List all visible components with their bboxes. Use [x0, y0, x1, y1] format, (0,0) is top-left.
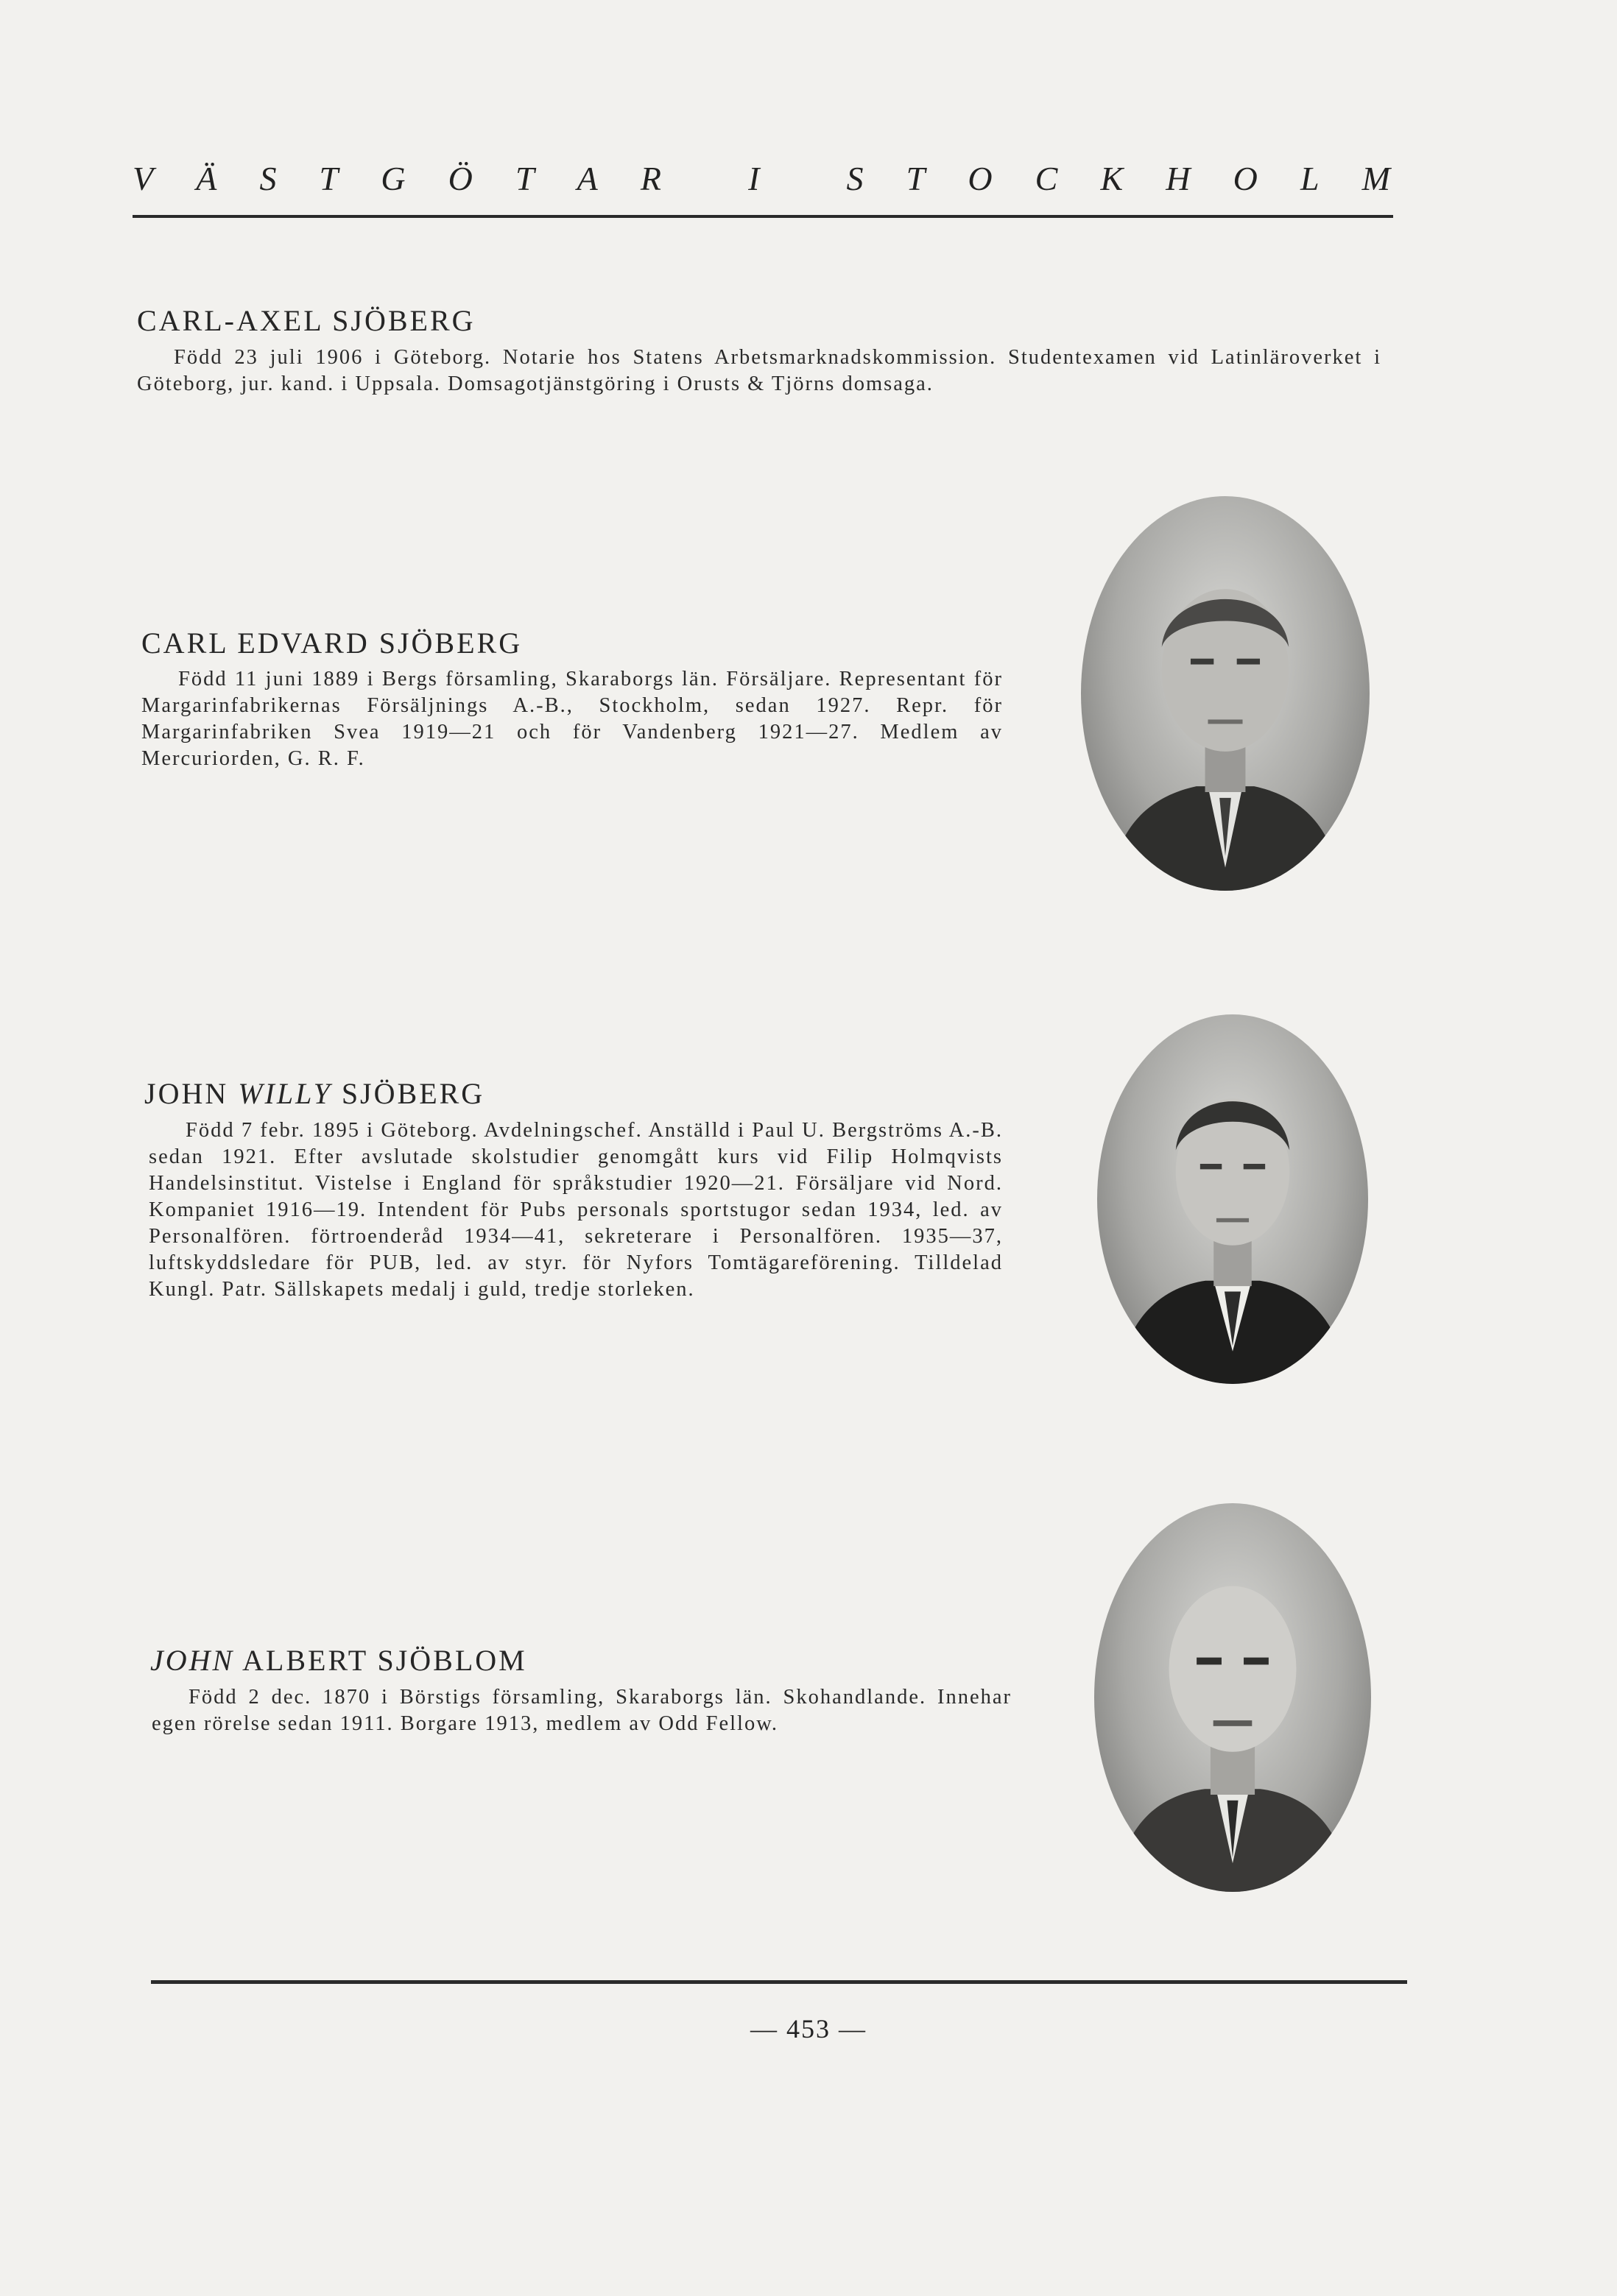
name-part-italic: WILLY	[238, 1077, 332, 1110]
name-part-italic: JOHN	[150, 1644, 235, 1677]
name-part: JOHN	[144, 1077, 229, 1110]
header-letter: L	[1300, 160, 1321, 197]
header-letter: K	[1100, 160, 1125, 197]
entry-text: Född 2 dec. 1870 i Börstigs församling, Skaraborgs län. Skohandlande. Innehar egen rörelse sedan 1911. Borgare 1913, medlem av Odd Fellow.	[152, 1686, 1012, 1735]
entry-name: CARL-AXEL SJÖBERG	[137, 304, 476, 337]
header-letter: C	[1035, 160, 1060, 197]
header-letter: R	[640, 160, 663, 197]
header-letter: T	[319, 160, 340, 197]
header-letter: Ä	[196, 160, 219, 197]
portrait-photo	[1097, 1014, 1368, 1384]
name-part: SJÖBERG	[341, 1077, 485, 1110]
header-letter: S	[846, 160, 865, 197]
running-header	[133, 159, 1392, 198]
entry-name	[144, 1076, 485, 1111]
entry-text: Född 7 febr. 1895 i Göteborg. Avdelningschef. Anställd i Paul U. Bergströms A.-B. sedan 1921. Efter avslutade skolstudier genomgått kurs vid Filip Holmqvists Handelsinstitut. Vistelse i England för språkstudier 1920—21. Försäljare vid Nord. Kompaniet 1916—19. Intendent för Pubs personals sportstugor sedan 1934, led. av Personalfören. förtroenderåd 1934—41, sekreterare i Personalfören. 1935—37, luftskyddsledare för PUB, led. av styr. för Nyfors Tomtägareförening. Tilldelad Kungl. Patr. Sällskapets medalj i guld, tredje storleken.	[149, 1119, 1003, 1301]
name-part: ALBERT SJÖBLOM	[242, 1644, 527, 1677]
portrait-photo	[1081, 496, 1370, 891]
header-letter: A	[577, 160, 599, 197]
header-letter: I	[748, 160, 761, 197]
header-letter: Ö	[448, 160, 474, 197]
header-letter: S	[259, 160, 278, 197]
entry-text: Född 11 juni 1889 i Bergs församling, Skaraborgs län. Försäljare. Representant för Margarinfabrikernas Försäljnings A.-B., Stockholm, sedan 1927. Repr. för Margarinfabriken Svea 1919—21 och för Vandenberg 1921—27. Medlem av Mercuriorden, G. R. F.	[141, 668, 1003, 770]
header-letter: T	[515, 160, 536, 197]
header-rule	[133, 215, 1393, 218]
entry-name	[150, 1643, 527, 1678]
entry-name: CARL EDVARD SJÖBERG	[141, 626, 523, 660]
header-letter: M	[1361, 160, 1392, 197]
header-letter: O	[1233, 160, 1259, 197]
portrait-photo	[1094, 1503, 1371, 1892]
entry-text: Född 23 juli 1906 i Göteborg. Notarie hos Statens Arbetsmarknadskommission. Studentexamen vid Latinläroverket i Göteborg, jur. kand. i Uppsala. Domsagotjänstgöring i Orusts & Tjörns domsaga.	[137, 346, 1381, 395]
header-letter: G	[381, 160, 407, 197]
header-letter: O	[968, 160, 994, 197]
header-letter: H	[1166, 160, 1192, 197]
page-number: — 453 —	[750, 2014, 867, 2044]
footer-rule	[151, 1980, 1407, 1984]
header-letter: T	[906, 160, 927, 197]
header-letter: V	[133, 160, 155, 197]
